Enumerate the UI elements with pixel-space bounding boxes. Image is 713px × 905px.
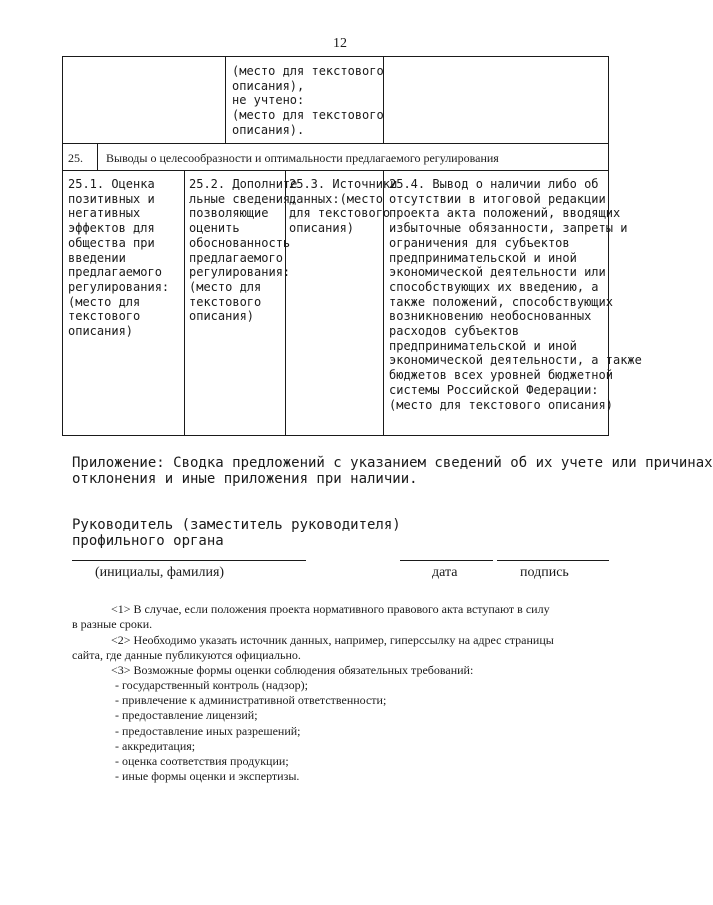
signature-name-line — [72, 560, 306, 561]
list-item: - привлечение к административной ответственности; — [115, 693, 387, 708]
appendix-text: Приложение: Сводка предложений с указанием сведений об их учете или причинах отклонения и иные приложения при наличии. — [72, 455, 713, 487]
row-divider-prev-25 — [62, 143, 609, 144]
footnote-1-cont: в разные сроки. — [72, 617, 153, 631]
row-divider-25-cells — [62, 170, 609, 171]
signature-name-label: (инициалы, фамилия) — [95, 565, 225, 580]
cell-25-3: 25.3. Источники данных:(место для текстового описания) — [289, 177, 398, 236]
row25-title: Выводы о целесообразности и оптимальности предлагаемого регулирования — [106, 151, 499, 165]
prev-row-cell-text: (место для текстового описания), не учтено: (место для текстового описания). — [232, 64, 384, 137]
list-item: - предоставление иных разрешений; — [115, 723, 301, 738]
signature-date-label: дата — [432, 565, 458, 580]
table-border-left — [62, 56, 63, 436]
list-item: - предоставление лицензий; — [115, 708, 258, 723]
footnote-2: <2> Необходимо указать источник данных, например, гиперссылку на адрес страницы — [111, 633, 554, 647]
list-item: - оценка соответствия продукции; — [115, 754, 289, 769]
signature-date-line — [400, 560, 493, 561]
row25-number-divider — [97, 143, 98, 171]
page-number: 12 — [333, 36, 347, 51]
footnote-2-cont: сайта, где данные публикуются официально. — [72, 648, 301, 662]
cell-25-4: 25.4. Вывод о наличии либо об отсутствии в итоговой редакции проекта акта положений, вводящих избыточные обязанности, запреты и ограничения для субъектов предпринимательской и иной экономической деятельности или способствующих их введению, а также положений, способствующих возникновению необоснованных расходов субъектов предпринимательской и иной экономической деятельности, а также бюджетов всех уровней бюджетной системы Российской Федерации: (место для текстового описания) — [389, 177, 642, 412]
signature-role: Руководитель (заместитель руководителя) профильного органа — [72, 517, 401, 549]
row25-number: 25. — [68, 151, 83, 165]
signature-sign-line — [497, 560, 609, 561]
signature-sign-label: подпись — [520, 565, 569, 580]
cell-25-2: 25.2. Дополните льные сведения, позволяющие оценить обоснованность предлагаемого регулирования: (место для текстового описания) — [189, 177, 298, 324]
footnote-3-list — [115, 678, 386, 784]
cell-divider-1 — [184, 170, 185, 436]
prev-row-divider-left — [225, 56, 226, 143]
list-item: - аккредитация; — [115, 738, 196, 753]
table-border-bottom — [62, 435, 609, 436]
list-item: - государственный контроль (надзор); — [115, 678, 308, 692]
footnote-1: <1> В случае, если положения проекта нормативного правового акта вступают в силу — [111, 602, 550, 616]
list-item: - иные формы оценки и экспертизы. — [115, 769, 300, 784]
footnote-3: <3> Возможные формы оценки соблюдения обязательных требований: — [111, 663, 474, 677]
cell-25-1: 25.1. Оценка позитивных и негативных эффектов для общества при введении предлагаемого регулирования: (место для текстового описания) — [68, 177, 170, 339]
table-border-top — [62, 56, 609, 57]
